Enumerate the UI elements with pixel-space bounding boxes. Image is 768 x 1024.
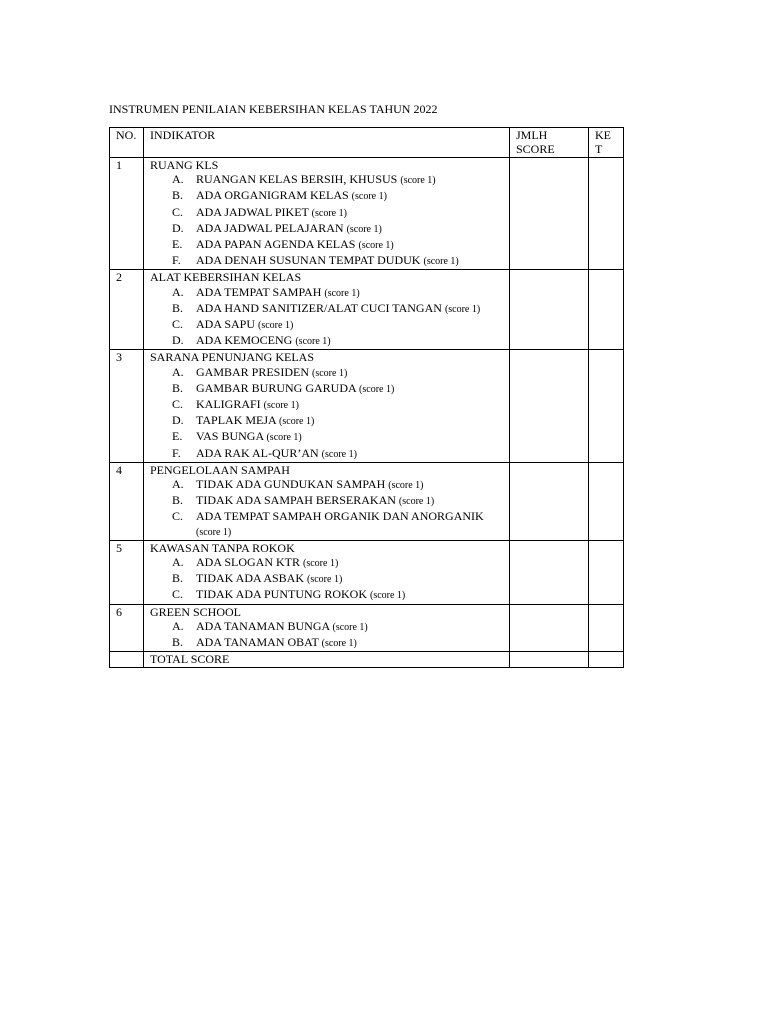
item-score: (score 1) xyxy=(332,621,368,633)
indicator-item xyxy=(150,555,507,571)
item-score: (score 1) xyxy=(266,432,302,444)
header-score-line1: JMLH xyxy=(516,128,548,142)
item-letter: F. xyxy=(172,445,181,460)
section-ket-cell[interactable] xyxy=(589,270,624,350)
table-header-row xyxy=(110,128,624,158)
item-text xyxy=(196,429,507,445)
item-text xyxy=(196,221,507,237)
item-letter: B. xyxy=(172,188,184,203)
section-indicators xyxy=(144,462,510,540)
section-row xyxy=(110,350,624,462)
item-score: (score 1) xyxy=(311,207,347,219)
item-text xyxy=(196,413,507,429)
section-number: 1 xyxy=(110,158,144,270)
item-label: ADA KEMOCENG xyxy=(196,333,293,348)
item-score: (score 1) xyxy=(279,416,315,428)
item-text xyxy=(196,571,507,587)
total-score-label: TOTAL SCORE xyxy=(144,652,510,667)
item-letter: A. xyxy=(172,172,184,187)
item-text xyxy=(196,493,507,509)
section-row xyxy=(110,604,624,652)
section-number: 2 xyxy=(110,270,144,350)
section-score-cell[interactable] xyxy=(510,604,589,652)
item-letter: C. xyxy=(172,204,184,219)
section-indicators xyxy=(144,350,510,462)
item-letter: E. xyxy=(172,237,183,252)
header-score-line2: SCORE xyxy=(516,142,555,157)
item-letter: F. xyxy=(172,253,181,268)
item-label: ADA SAPU xyxy=(196,317,256,332)
item-text xyxy=(196,172,507,188)
indicator-item xyxy=(150,446,507,462)
section-title: KAWASAN TANPA ROKOK xyxy=(150,540,295,555)
item-label: TIDAK ADA PUNTUNG ROKOK xyxy=(196,587,367,602)
item-score: (score 1) xyxy=(444,303,481,315)
item-label: KALIGRAFI xyxy=(196,397,261,412)
item-label: ADA DENAH SUSUNAN TEMPAT DUDUK xyxy=(196,253,421,268)
header-ket-line1: KE xyxy=(595,128,611,142)
item-text xyxy=(196,587,507,603)
item-label: ADA TEMPAT SAMPAH ORGANIK DAN ANORGANIK xyxy=(196,509,484,524)
assessment-table xyxy=(109,127,624,668)
document-title: INSTRUMEN PENILAIAN KEBERSIHAN KELAS TAHUN 2022 xyxy=(109,102,438,116)
item-text xyxy=(196,381,507,397)
item-letter: E. xyxy=(172,429,183,444)
section-score-cell[interactable] xyxy=(510,270,589,350)
item-score: (score 1) xyxy=(423,256,459,268)
item-label: ADA TANAMAN BUNGA xyxy=(196,618,330,633)
section-number: 3 xyxy=(110,350,144,462)
indicator-item xyxy=(150,221,507,237)
item-letter: B. xyxy=(172,493,184,508)
section-indicators xyxy=(144,158,510,270)
item-label: ADA SLOGAN KTR xyxy=(196,555,301,570)
item-label: TIDAK ADA ASBAK xyxy=(196,571,305,586)
section-ket-cell[interactable] xyxy=(589,540,624,604)
item-letter: A. xyxy=(172,284,184,299)
item-score: (score 1) xyxy=(324,287,360,299)
item-letter: A. xyxy=(172,618,184,633)
item-label: GAMBAR PRESIDEN xyxy=(196,364,310,379)
item-label: ADA JADWAL PIKET xyxy=(196,204,309,219)
indicator-item xyxy=(150,285,507,301)
total-score-cell[interactable] xyxy=(510,652,589,667)
item-text xyxy=(196,619,507,635)
item-text xyxy=(196,301,507,317)
section-score-cell[interactable] xyxy=(510,462,589,540)
item-score: (score 1) xyxy=(398,496,435,508)
indicator-item xyxy=(150,253,507,269)
indicator-item xyxy=(150,587,507,603)
section-title: RUANG KLS xyxy=(150,158,219,172)
header-ket xyxy=(589,128,624,158)
indicator-item xyxy=(150,429,507,445)
item-text xyxy=(196,555,507,571)
item-score: (score 1) xyxy=(263,400,299,412)
indicator-item xyxy=(150,493,507,509)
section-number: 5 xyxy=(110,540,144,604)
item-score: (score 1) xyxy=(258,320,294,332)
header-ket-line2: T xyxy=(595,142,603,157)
item-label: TIDAK ADA SAMPAH BERSERAKAN xyxy=(196,493,396,508)
total-number-cell xyxy=(110,652,144,667)
item-letter: B. xyxy=(172,300,184,315)
item-text xyxy=(196,477,507,493)
indicator-item xyxy=(150,333,507,349)
item-score: (score 1) xyxy=(370,590,406,602)
item-score: (score 1) xyxy=(321,448,357,460)
item-score: (score 1) xyxy=(388,480,424,492)
item-score: (score 1) xyxy=(346,223,382,235)
indicator-item xyxy=(150,301,507,317)
item-letter: D. xyxy=(172,333,184,348)
section-title: GREEN SCHOOL xyxy=(150,604,242,619)
section-number: 4 xyxy=(110,462,144,540)
item-text xyxy=(196,333,507,349)
section-score-cell[interactable] xyxy=(510,158,589,270)
item-letter: C. xyxy=(172,397,184,412)
item-text xyxy=(196,509,507,539)
item-label: ADA HAND SANITIZER/ALAT CUCI TANGAN xyxy=(196,300,442,315)
indicator-item xyxy=(150,571,507,587)
item-label: ADA TEMPAT SAMPAH xyxy=(196,284,322,299)
item-score: (score 1) xyxy=(400,175,436,187)
indicator-item xyxy=(150,205,507,221)
header-indikator: INDIKATOR xyxy=(144,128,510,158)
section-row xyxy=(110,540,624,604)
indicator-item xyxy=(150,172,507,188)
item-letter: D. xyxy=(172,220,184,235)
item-score: (score 1) xyxy=(358,240,394,252)
item-label: GAMBAR BURUNG GARUDA xyxy=(196,380,357,395)
item-score: (score 1) xyxy=(359,383,395,395)
item-text xyxy=(196,237,507,253)
section-title: PENGELOLAAN SAMPAH xyxy=(150,462,290,477)
indicator-item xyxy=(150,635,507,651)
item-score: (score 1) xyxy=(312,367,348,379)
item-label: ADA ORGANIGRAM KELAS xyxy=(196,188,349,203)
item-letter: B. xyxy=(172,571,184,586)
header-no: NO. xyxy=(110,128,144,158)
item-text xyxy=(196,317,507,333)
indicator-item xyxy=(150,619,507,635)
item-letter: D. xyxy=(172,413,184,428)
indicator-item xyxy=(150,237,507,253)
item-letter: B. xyxy=(172,635,184,650)
item-score: (score 1) xyxy=(303,558,339,570)
item-label: ADA PAPAN AGENDA KELAS xyxy=(196,237,356,252)
item-label: ADA TANAMAN OBAT xyxy=(196,635,319,650)
section-row xyxy=(110,158,624,270)
section-score-cell[interactable] xyxy=(510,540,589,604)
item-score: (score 1) xyxy=(321,638,357,650)
item-text xyxy=(196,188,507,204)
section-number: 6 xyxy=(110,604,144,652)
item-text xyxy=(196,635,507,651)
item-text xyxy=(196,253,507,269)
section-indicators xyxy=(144,270,510,350)
indicator-item xyxy=(150,317,507,333)
indicator-item xyxy=(150,477,507,493)
section-title: SARANA PENUNJANG KELAS xyxy=(150,350,315,365)
indicator-item xyxy=(150,365,507,381)
indicator-item xyxy=(150,188,507,204)
indicator-item xyxy=(150,381,507,397)
item-text xyxy=(196,205,507,221)
item-text xyxy=(196,397,507,413)
section-row xyxy=(110,270,624,350)
item-text xyxy=(196,446,507,462)
item-letter: A. xyxy=(172,477,184,492)
item-letter: B. xyxy=(172,380,184,395)
item-label: ADA RAK AL-QUR’AN xyxy=(196,445,319,460)
item-text xyxy=(196,285,507,301)
item-score: (score 1) xyxy=(295,336,331,348)
section-indicators xyxy=(144,604,510,652)
section-indicators xyxy=(144,540,510,604)
section-title: ALAT KEBERSIHAN KELAS xyxy=(150,270,302,285)
section-ket-cell[interactable] xyxy=(589,350,624,462)
indicator-item xyxy=(150,397,507,413)
item-label: VAS BUNGA xyxy=(196,429,264,444)
section-ket-cell[interactable] xyxy=(589,604,624,652)
section-ket-cell[interactable] xyxy=(589,158,624,270)
header-score xyxy=(510,128,589,158)
item-letter: C. xyxy=(172,509,184,524)
section-row xyxy=(110,462,624,540)
item-letter: A. xyxy=(172,555,184,570)
item-score: (score 1) xyxy=(307,574,343,586)
item-letter: C. xyxy=(172,587,184,602)
item-label: TIDAK ADA GUNDUKAN SAMPAH xyxy=(196,477,386,492)
item-label: TAPLAK MEJA xyxy=(196,413,277,428)
total-ket-cell[interactable] xyxy=(589,652,624,667)
section-ket-cell[interactable] xyxy=(589,462,624,540)
item-text xyxy=(196,365,507,381)
item-letter: C. xyxy=(172,317,184,332)
section-score-cell[interactable] xyxy=(510,350,589,462)
item-letter: A. xyxy=(172,364,184,379)
item-label: ADA JADWAL PELAJARAN xyxy=(196,220,344,235)
indicator-item xyxy=(150,413,507,429)
indicator-item xyxy=(150,509,507,539)
item-label: RUANGAN KELAS BERSIH, KHUSUS xyxy=(196,172,398,187)
item-score: (score 1) xyxy=(351,191,387,203)
item-score: (score 1) xyxy=(196,526,232,538)
total-row xyxy=(110,652,624,667)
